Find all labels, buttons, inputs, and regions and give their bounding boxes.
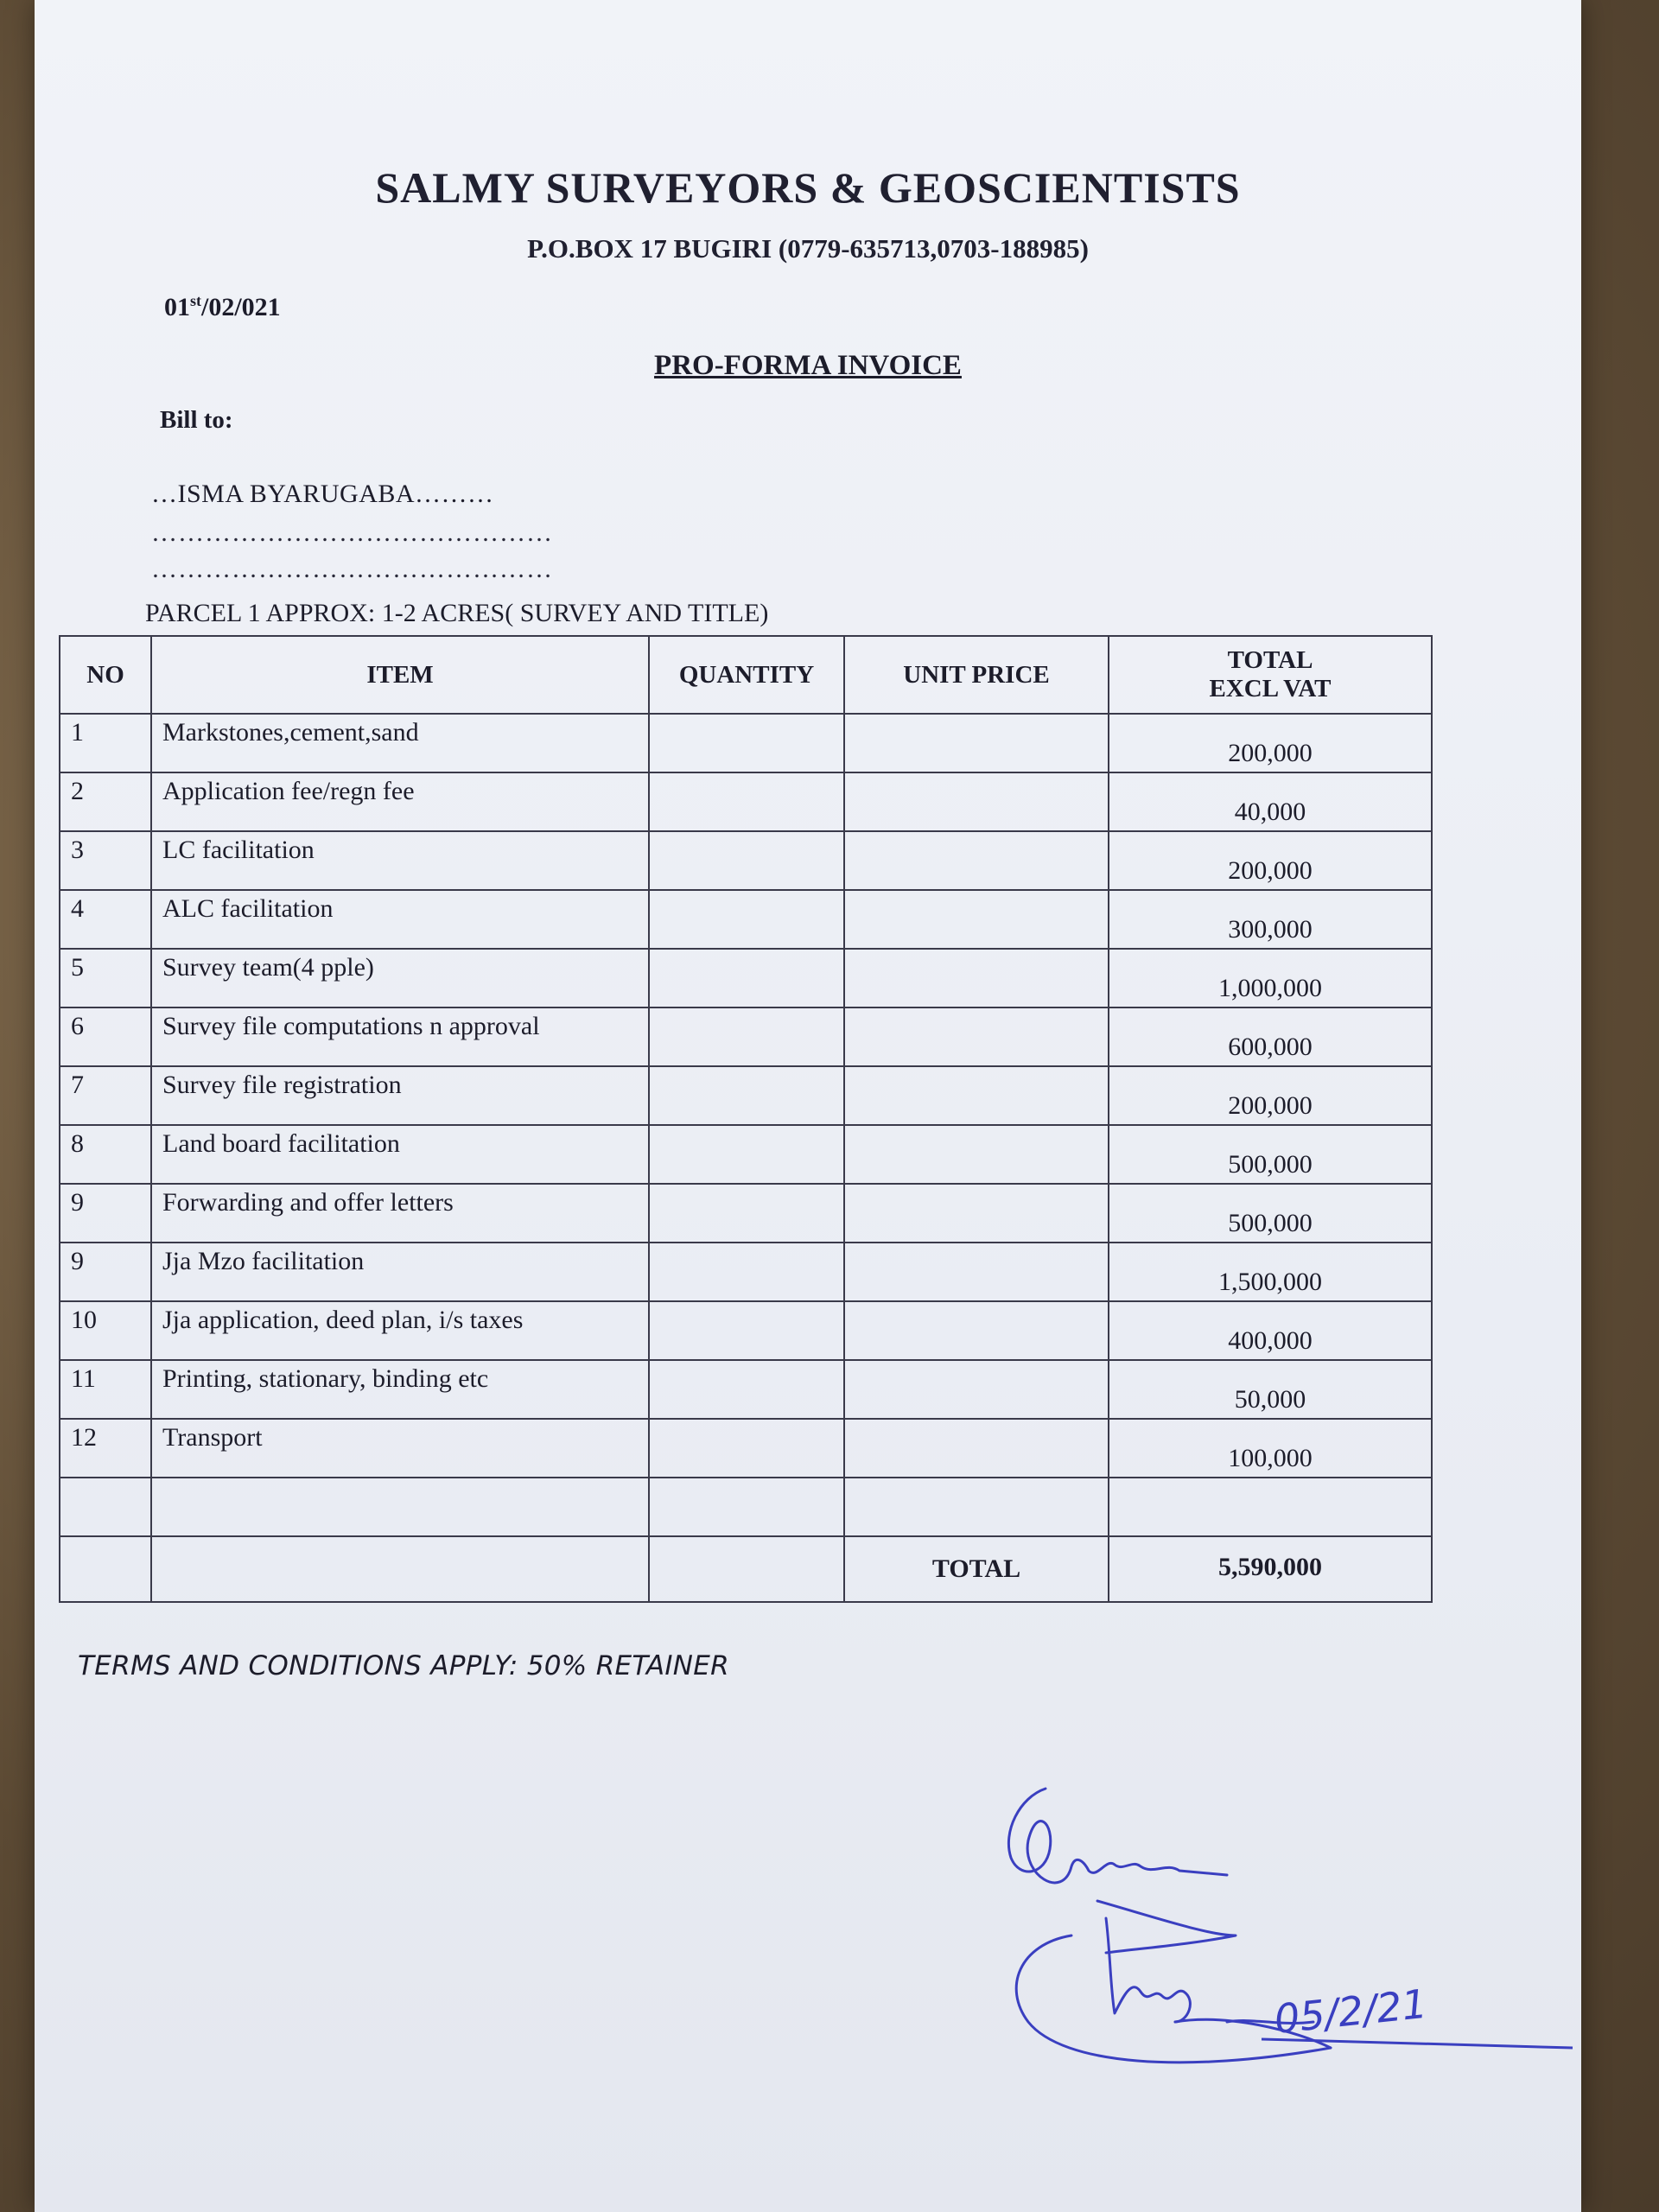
table-row [60, 831, 1432, 890]
date-rest: /02/021 [201, 293, 281, 321]
table-row-empty [60, 1478, 1432, 1536]
row-total: 50,000 [1109, 1360, 1432, 1419]
row-total: 200,000 [1109, 1066, 1432, 1125]
row-no: 2 [60, 772, 151, 831]
header-total [1109, 636, 1432, 714]
date-day: 01 [164, 293, 190, 321]
row-no: 4 [60, 890, 151, 949]
row-no: 9 [60, 1184, 151, 1243]
row-unit-price [844, 1243, 1109, 1301]
header-total-line-2: EXCL VAT [1209, 675, 1332, 702]
invoice-table [59, 635, 1433, 1603]
row-quantity [649, 1360, 844, 1419]
row-no: 5 [60, 949, 151, 1007]
row-total: 40,000 [1109, 772, 1432, 831]
row-unit-price [844, 890, 1109, 949]
row-total: 600,000 [1109, 1007, 1432, 1066]
row-total: 500,000 [1109, 1125, 1432, 1184]
row-item: Forwarding and offer letters [151, 1184, 649, 1243]
invoice-date [164, 292, 281, 322]
table-row [60, 1301, 1432, 1360]
row-total: 400,000 [1109, 1301, 1432, 1360]
signature-date: 05/2/21 [1272, 1980, 1430, 2043]
row-total: 500,000 [1109, 1184, 1432, 1243]
row-total: 100,000 [1109, 1419, 1432, 1478]
table-total-row [60, 1536, 1432, 1602]
row-no: 1 [60, 714, 151, 772]
row-unit-price [844, 772, 1109, 831]
row-total: 200,000 [1109, 714, 1432, 772]
company-name: SALMY SURVEYORS & GEOSCIENTISTS [375, 163, 1241, 212]
table-row [60, 1184, 1432, 1243]
table-row [60, 772, 1432, 831]
parcel-description: PARCEL 1 APPROX: 1-2 ACRES( SURVEY AND TITLE) [145, 599, 769, 627]
row-quantity [649, 1243, 844, 1301]
row-no: 7 [60, 1066, 151, 1125]
row-total: 300,000 [1109, 890, 1432, 949]
header-item: ITEM [151, 636, 649, 714]
row-unit-price [844, 1007, 1109, 1066]
header-quantity: QUANTITY [649, 636, 844, 714]
row-item: Application fee/regn fee [151, 772, 649, 831]
row-quantity [649, 1184, 844, 1243]
row-no: 12 [60, 1419, 151, 1478]
terms-and-conditions: TERMS AND CONDITIONS APPLY: 50% RETAINER [78, 1650, 729, 1681]
table-row [60, 890, 1432, 949]
row-quantity [649, 1007, 844, 1066]
row-unit-price [844, 831, 1109, 890]
row-item: Survey file computations n approval [151, 1007, 649, 1066]
bill-to-line-3: ……………………………………… [151, 555, 553, 583]
row-item: Jja Mzo facilitation [151, 1243, 649, 1301]
table-row [60, 1360, 1432, 1419]
date-suffix: st [190, 292, 201, 309]
bill-to-label: Bill to: [160, 406, 233, 434]
row-no: 3 [60, 831, 151, 890]
header-unit-price: UNIT PRICE [844, 636, 1109, 714]
invoice-paper [35, 0, 1581, 2212]
row-total: 200,000 [1109, 831, 1432, 890]
row-item: Jja application, deed plan, i/s taxes [151, 1301, 649, 1360]
row-item: Markstones,cement,sand [151, 714, 649, 772]
bill-to-line-2: ……………………………………… [151, 518, 553, 547]
row-no: 10 [60, 1301, 151, 1360]
row-item: Survey team(4 pple) [151, 949, 649, 1007]
row-quantity [649, 1066, 844, 1125]
row-item: LC facilitation [151, 831, 649, 890]
row-unit-price [844, 1184, 1109, 1243]
row-no: 9 [60, 1243, 151, 1301]
row-total: 1,500,000 [1109, 1243, 1432, 1301]
row-no: 11 [60, 1360, 151, 1419]
row-unit-price [844, 714, 1109, 772]
row-item: Survey file registration [151, 1066, 649, 1125]
row-quantity [649, 1301, 844, 1360]
row-quantity [649, 772, 844, 831]
row-quantity [649, 949, 844, 1007]
row-unit-price [844, 1125, 1109, 1184]
row-total: 1,000,000 [1109, 949, 1432, 1007]
row-unit-price [844, 1301, 1109, 1360]
row-item: ALC facilitation [151, 890, 649, 949]
company-address: P.O.BOX 17 BUGIRI (0779-635713,0703-188985) [527, 233, 1089, 264]
header-no: NO [60, 636, 151, 714]
row-quantity [649, 831, 844, 890]
row-quantity [649, 1125, 844, 1184]
row-unit-price [844, 1360, 1109, 1419]
table-row [60, 1007, 1432, 1066]
row-unit-price [844, 1419, 1109, 1478]
table-row [60, 1125, 1432, 1184]
row-quantity [649, 1419, 844, 1478]
table-row [60, 949, 1432, 1007]
header-total-line-1: TOTAL [1227, 646, 1313, 674]
row-item: Transport [151, 1419, 649, 1478]
row-item: Printing, stationary, binding etc [151, 1360, 649, 1419]
row-item: Land board facilitation [151, 1125, 649, 1184]
table-row [60, 714, 1432, 772]
bill-to-name: …ISMA BYARUGABA……… [151, 480, 494, 508]
document-title: PRO-FORMA INVOICE [654, 350, 962, 381]
total-label: TOTAL [844, 1536, 1109, 1602]
signature-mark [968, 1763, 1624, 2126]
row-quantity [649, 714, 844, 772]
row-no: 8 [60, 1125, 151, 1184]
table-row [60, 1243, 1432, 1301]
table-header-row [60, 636, 1432, 714]
row-quantity [649, 890, 844, 949]
row-unit-price [844, 1066, 1109, 1125]
row-no: 6 [60, 1007, 151, 1066]
row-unit-price [844, 949, 1109, 1007]
total-value: 5,590,000 [1109, 1536, 1432, 1602]
table-row [60, 1066, 1432, 1125]
table-row [60, 1419, 1432, 1478]
